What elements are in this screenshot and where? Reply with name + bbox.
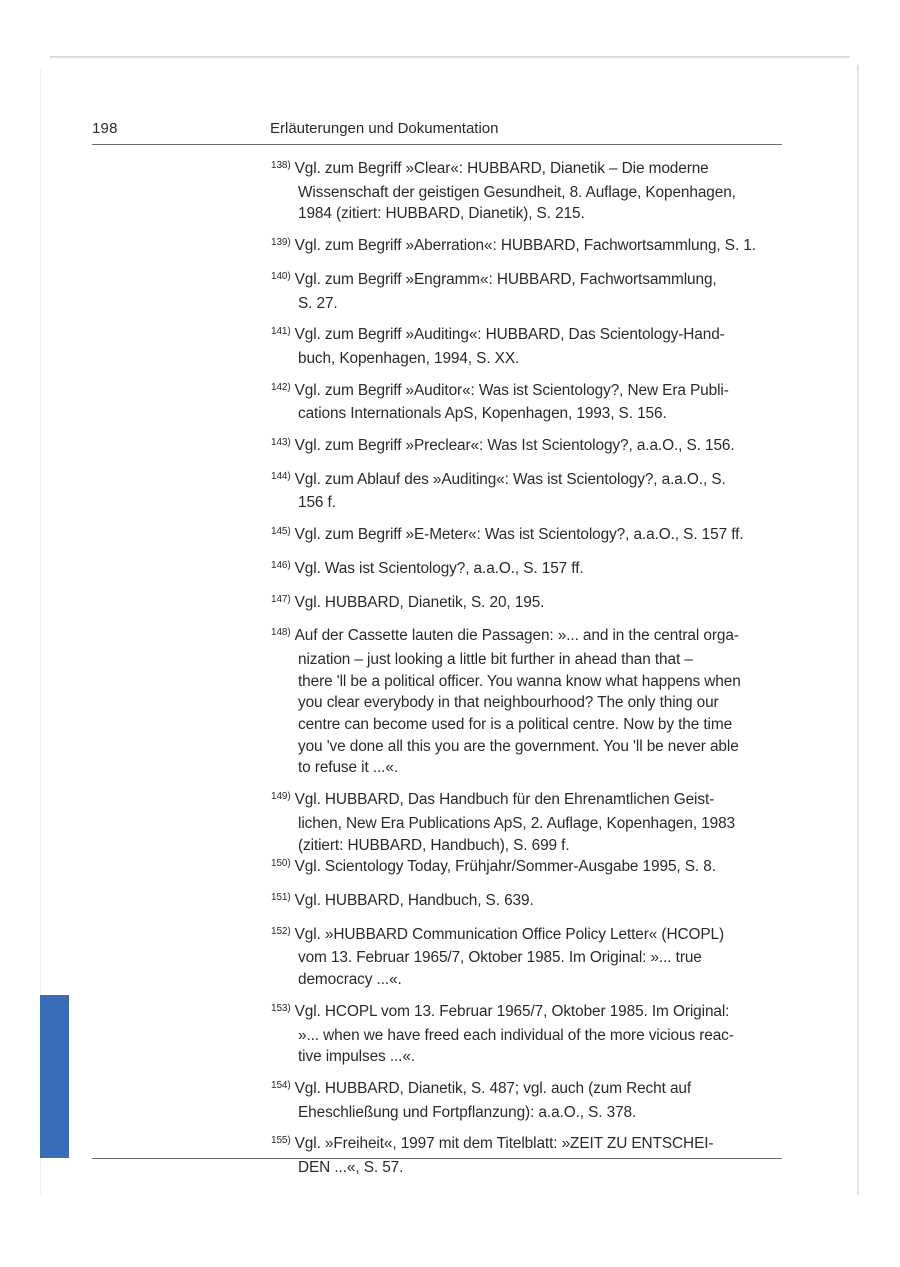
endnote-text-line: Vgl. HUBBARD, Das Handbuch für den Ehrenamtlichen Geist- (294, 791, 715, 809)
footnote-number: 147) (271, 593, 291, 605)
endnote-first-line (271, 469, 783, 493)
endnote-text-line: you clear everybody in that neighbourhood? The only thing our (298, 694, 719, 712)
endnote-first-line (271, 558, 783, 582)
running-head-title: Erläuterungen und Dokumentation (270, 120, 499, 137)
endnote (271, 235, 783, 259)
endnotes-list (271, 158, 783, 1189)
endnote-text-line: Vgl. HUBBARD, Handbuch, S. 639. (294, 891, 534, 909)
footnote-number: 146) (271, 559, 291, 571)
endnote-text-line: cations Internationals ApS, Kopenhagen, 1993, S. 156. (298, 405, 667, 423)
endnote (271, 324, 783, 369)
endnote-first-line (271, 890, 783, 914)
endnote (271, 924, 783, 991)
page-number: 198 (92, 120, 118, 137)
endnote-first-line (271, 269, 783, 293)
endnote-text-line: Vgl. HUBBARD, Dianetik, S. 20, 195. (294, 593, 545, 611)
page-right-shadow (857, 65, 859, 1195)
footnote-number: 151) (271, 891, 291, 903)
endnote-text-line: democracy ...«. (298, 971, 402, 989)
endnote-first-line (271, 1078, 783, 1102)
endnote-text-line: nization – just looking a little bit further in ahead than that – (298, 650, 693, 668)
endnote-text-line: there 'll be a political officer. You wanna know what happens when (298, 672, 741, 690)
endnote-first-line (271, 592, 783, 616)
endnote (271, 592, 783, 616)
endnote-text-line: Eheschließung und Fortpflanzung): a.a.O., S. 378. (298, 1103, 637, 1121)
endnote-text-line: lichen, New Era Publications ApS, 2. Auflage, Kopenhagen, 1983 (298, 814, 736, 832)
footnote-number: 140) (271, 270, 291, 282)
endnote-text-line: Auf der Cassette lauten die Passagen: »... and in the central orga- (294, 627, 739, 645)
footnote-number: 150) (271, 858, 291, 870)
footnote-number: 155) (271, 1135, 291, 1147)
endnote-text-line: centre can become used for is a political centre. Now by the time (298, 716, 733, 734)
endnote-text-line: Vgl. HUBBARD, Dianetik, S. 487; vgl. auch (zum Recht auf (294, 1079, 692, 1097)
bottom-rule (92, 1158, 782, 1159)
footnote-number: 143) (271, 437, 291, 449)
endnote-text-line: Vgl. HCOPL vom 13. Februar 1965/7, Oktober 1985. Im Original: (294, 1002, 730, 1020)
endnote (271, 269, 783, 314)
endnote (271, 890, 783, 914)
footnote-number: 149) (271, 791, 291, 803)
endnote-text-line: Vgl. zum Begriff »E-Meter«: Was ist Scientology?, a.a.O., S. 157 ff. (294, 526, 744, 544)
footnote-number: 148) (271, 627, 291, 639)
endnote-text-line: »... when we have freed each individual of the more vicious reac- (298, 1026, 734, 1044)
endnote (271, 1078, 783, 1123)
endnote-text-line: Vgl. zum Begriff »Engramm«: HUBBARD, Fachwortsammlung, (294, 270, 717, 288)
endnote-text-line: buch, Kopenhagen, 1994, S. XX. (298, 349, 520, 367)
endnote (271, 158, 783, 225)
footnote-number: 142) (271, 381, 291, 393)
endnote-first-line (271, 324, 783, 348)
endnote-first-line (271, 625, 783, 649)
endnote-text-line: Vgl. zum Begriff »Auditor«: Was ist Scientology?, New Era Publi- (294, 381, 729, 399)
footnote-number: 152) (271, 925, 291, 937)
footnote-number: 144) (271, 470, 291, 482)
page-top-shadow (50, 56, 850, 59)
endnote-first-line (271, 924, 783, 948)
endnote (271, 789, 783, 856)
footnote-number: 145) (271, 526, 291, 538)
endnote-first-line (271, 789, 783, 813)
endnote-text-line: Wissenschaft der geistigen Gesundheit, 8. Auflage, Kopenhagen, (298, 183, 736, 201)
endnote-text-line: to refuse it ...«. (298, 759, 398, 777)
endnote-text-line: you 've done all this you are the government. You 'll be never able (298, 737, 739, 755)
endnote-text-line: Vgl. zum Ablauf des »Auditing«: Was ist Scientology?, a.a.O., S. (294, 470, 726, 488)
endnote-text-line: Vgl. zum Begriff »Aberration«: HUBBARD, Fachwortsammlung, S. 1. (294, 237, 756, 255)
endnote-first-line (271, 1001, 783, 1025)
chapter-marker-tab (40, 995, 69, 1158)
endnote-text-line: Vgl. »Freiheit«, 1997 mit dem Titelblatt: »ZEIT ZU ENTSCHEI- (294, 1135, 714, 1153)
endnote-text-line: vom 13. Februar 1965/7, Oktober 1985. Im Original: »... true (298, 949, 702, 967)
footnote-number: 153) (271, 1002, 291, 1014)
endnote-first-line (271, 1133, 783, 1157)
endnote (271, 1001, 783, 1068)
endnote-text-line: (zitiert: HUBBARD, Handbuch), S. 699 f. (298, 836, 570, 854)
endnote-text-line: 1984 (zitiert: HUBBARD, Dianetik), S. 215. (298, 205, 585, 223)
endnote-text-line: Vgl. »HUBBARD Communication Office Policy Letter« (HCOPL) (294, 925, 725, 943)
endnote-first-line (271, 235, 783, 259)
endnote-text-line: Vgl. zum Begriff »Auditing«: HUBBARD, Das Scientology-Hand- (294, 326, 725, 344)
endnote (271, 625, 783, 779)
endnote-text-line: S. 27. (298, 294, 338, 312)
endnote (271, 435, 783, 459)
endnote (271, 856, 783, 880)
endnote-first-line (271, 524, 783, 548)
endnote (271, 558, 783, 582)
footnote-number: 141) (271, 326, 291, 338)
endnote-text-line: Vgl. Scientology Today, Frühjahr/Sommer-Ausgabe 1995, S. 8. (294, 858, 716, 876)
endnote-text-line: Vgl. zum Begriff »Clear«: HUBBARD, Dianetik – Die moderne (294, 160, 709, 177)
endnote-first-line (271, 856, 783, 880)
endnote (271, 524, 783, 548)
endnote-first-line (271, 380, 783, 404)
running-head (92, 120, 782, 145)
endnote-text-line: DEN ...«, S. 57. (298, 1159, 404, 1177)
endnote-text-line: Vgl. zum Begriff »Preclear«: Was Ist Scientology?, a.a.O., S. 156. (294, 437, 735, 455)
footnote-number: 154) (271, 1079, 291, 1091)
footnote-number: 138) (271, 160, 291, 171)
endnote-first-line (271, 435, 783, 459)
endnote (271, 469, 783, 514)
endnote (271, 1133, 783, 1178)
endnote-first-line (271, 158, 783, 182)
footnote-number: 139) (271, 237, 291, 249)
endnote-text-line: tive impulses ...«. (298, 1048, 415, 1066)
endnote (271, 380, 783, 425)
endnote-text-line: Vgl. Was ist Scientology?, a.a.O., S. 157 ff. (294, 559, 584, 577)
endnote-text-line: 156 f. (298, 494, 336, 512)
